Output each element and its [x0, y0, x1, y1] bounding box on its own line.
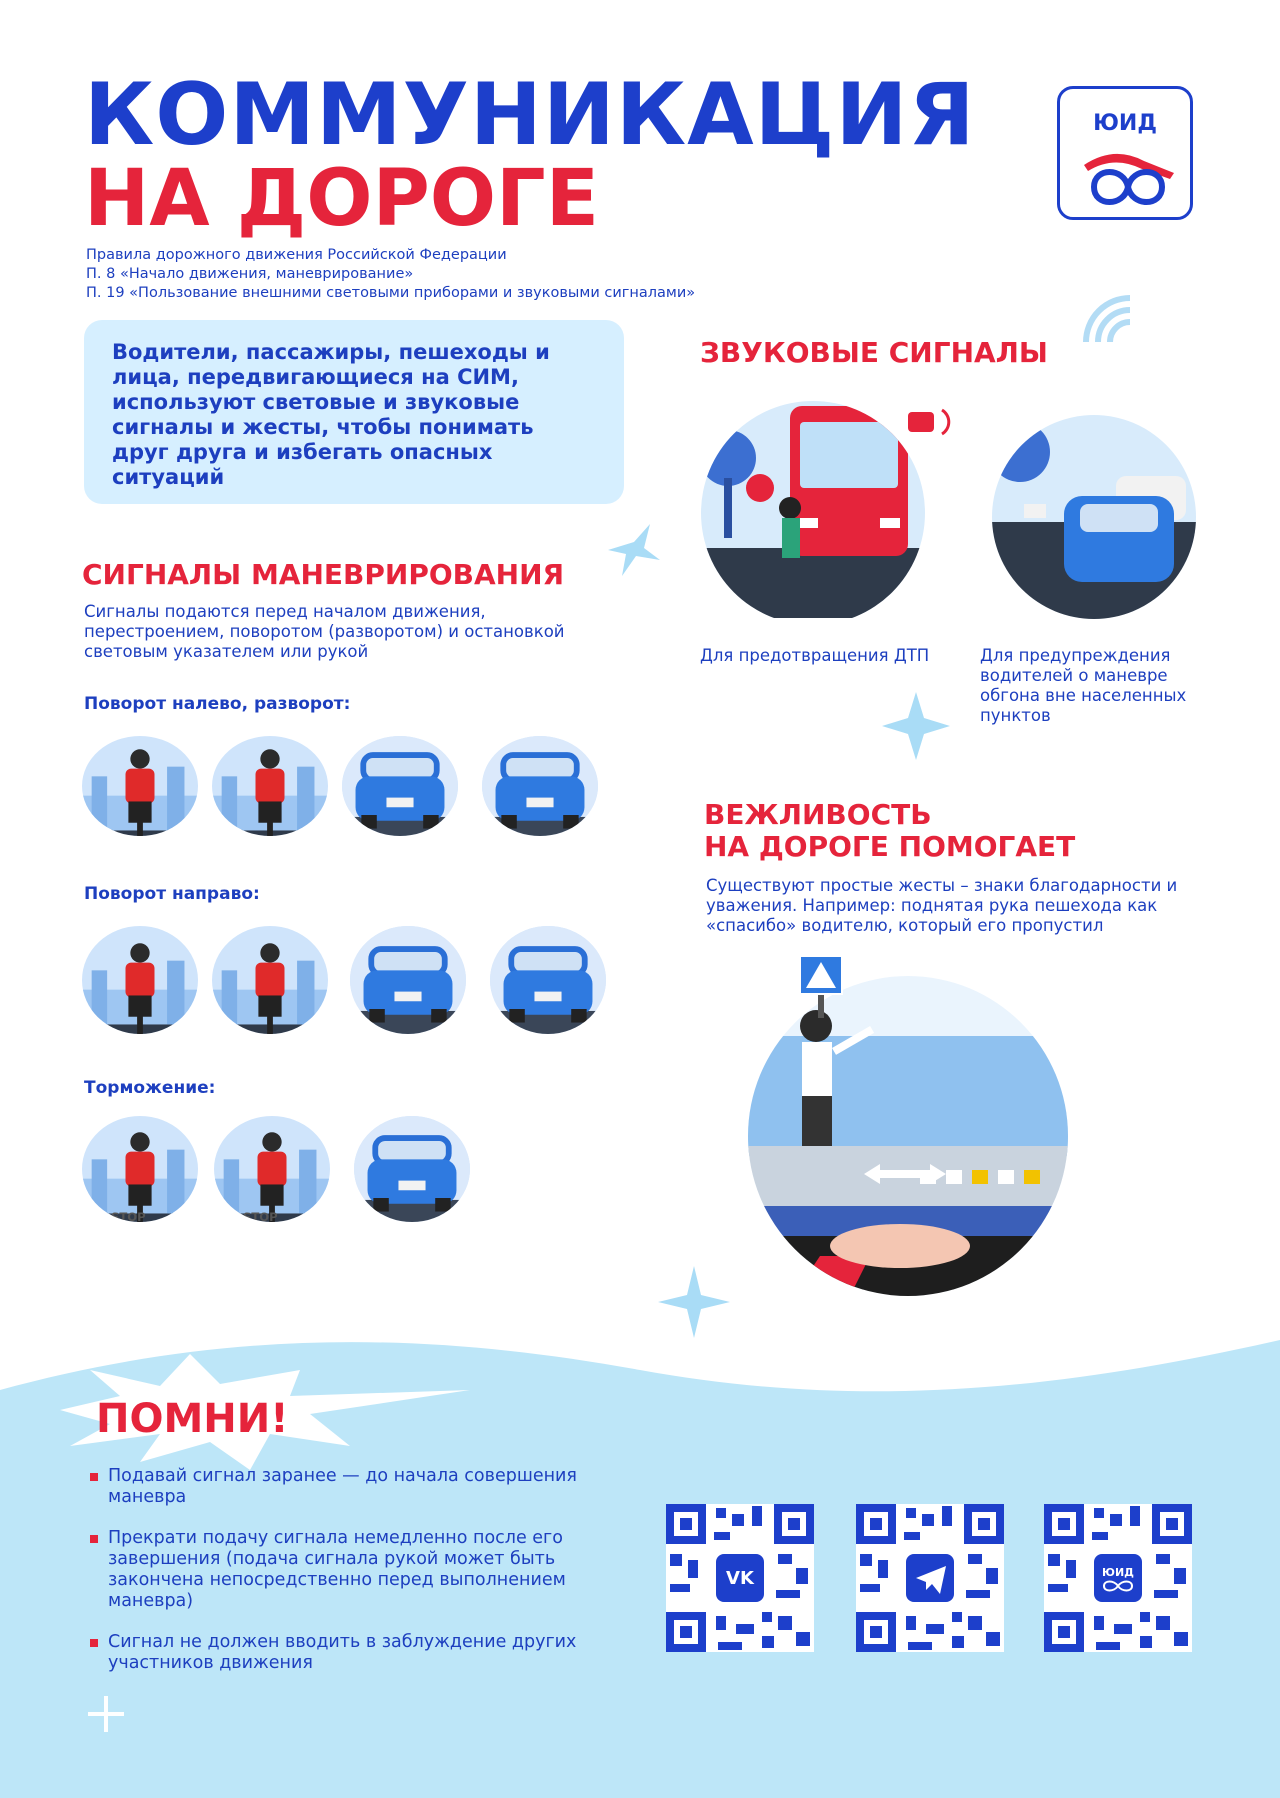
- remember-list: [90, 1466, 630, 1694]
- bullet-icon: [90, 1473, 98, 1481]
- intro-text: Водители, пассажиры, пешеходы и лица, передвигающиеся на СИМ, используют световые и звуковые сигналы и жесты, чтобы понимать друг друга и избегать опасных ситуаций: [112, 340, 550, 489]
- star-sparkle-icon: [880, 690, 952, 762]
- braking-label: Торможение:: [84, 1078, 216, 1098]
- wifi-waves-icon: [1080, 292, 1136, 348]
- politeness-title-line2: НА ДОРОГЕ ПОМОГАЕТ: [704, 830, 1076, 863]
- yuid-qr-logo-text: ЮИД: [1102, 1566, 1134, 1579]
- list-item: [90, 1466, 630, 1508]
- stop-road-text: STOP: [111, 1210, 146, 1222]
- right-turn-arm-illustration: [82, 926, 198, 1034]
- yuid-qr-code[interactable]: [1044, 1504, 1192, 1652]
- sound-caption-accident: Для предотвращения ДТП: [700, 646, 930, 665]
- crosswalk-thanks-illustration: [740, 956, 1076, 1296]
- maneuver-title: СИГНАЛЫ МАНЕВРИРОВАНИЯ: [82, 558, 565, 591]
- left-turn-car-illustration: [342, 736, 458, 836]
- intro-box: [84, 320, 624, 504]
- left-turn-arm-illustration: [82, 736, 198, 836]
- sound-signals-title: ЗВУКОВЫЕ СИГНАЛЫ: [700, 336, 1048, 369]
- list-item-text: Подавай сигнал заранее — до начала совершения маневра: [108, 1466, 577, 1507]
- right-turn-car-illustration: [350, 926, 466, 1034]
- car-horn-illustration: [976, 412, 1212, 622]
- remember-title: ПОМНИ!: [96, 1396, 289, 1442]
- braking-arm-up-illustration: [214, 1116, 330, 1222]
- plus-sparkle-icon: [86, 1694, 126, 1734]
- bird-sparkle-icon: [604, 520, 664, 580]
- telegram-qr-code[interactable]: [856, 1504, 1004, 1652]
- vk-icon: VK: [726, 1568, 754, 1589]
- infinity-logo-icon: [1074, 143, 1182, 207]
- vk-qr-code[interactable]: [666, 1504, 814, 1652]
- rules-line: П. 19 «Пользование внешними световыми приборами и звуковыми сигналами»: [86, 285, 696, 301]
- stop-road-text: STOP: [243, 1210, 278, 1222]
- yuid-logo: [1057, 86, 1193, 220]
- bus-horn-illustration: [698, 398, 968, 618]
- right-turn-label: Поворот направо:: [84, 884, 260, 904]
- braking-arm-illustration: [82, 1116, 198, 1222]
- rules-references: [86, 246, 695, 303]
- right-turn-car-arm-illustration: [490, 926, 606, 1034]
- list-item: [90, 1632, 630, 1674]
- rules-line: Правила дорожного движения Российской Федерации: [86, 247, 507, 263]
- politeness-title-line1: ВЕЖЛИВОСТЬ: [704, 798, 932, 831]
- politeness-description: Существуют простые жесты – знаки благодарности и уважения. Например: поднятая рука пешехода как «спасибо» водителю, который его пропустил: [706, 876, 1178, 935]
- rules-line: П. 8 «Начало движения, маневрирование»: [86, 266, 414, 282]
- left-turn-bent-arm-illustration: [212, 736, 328, 836]
- right-turn-bent-arm-illustration: [212, 926, 328, 1034]
- braking-car-illustration: [354, 1116, 470, 1222]
- poster-title-line1: КОММУНИКАЦИЯ: [84, 65, 976, 165]
- list-item-text: Сигнал не должен вводить в заблуждение других участников движения: [108, 1632, 577, 1673]
- bullet-icon: [90, 1639, 98, 1647]
- maneuver-description: Сигналы подаются перед началом движения, перестроением, поворотом (разворотом) и остановкой световым указателем или рукой: [84, 602, 565, 661]
- left-turn-car-arm-illustration: [482, 736, 598, 836]
- list-item-text: Прекрати подачу сигнала немедленно после его завершения (подача сигнала рукой может быть закончена непосредственно перед выполнением маневра): [108, 1528, 566, 1611]
- left-turn-label: Поворот налево, разворот:: [84, 694, 351, 714]
- poster-title-line2: НА ДОРОГЕ: [84, 154, 600, 244]
- sound-caption-overtake: Для предупреждения водителей о маневре обгона вне населенных пунктов: [980, 646, 1187, 725]
- bullet-icon: [90, 1535, 98, 1543]
- star-sparkle-icon: [656, 1264, 732, 1340]
- list-item: [90, 1528, 630, 1612]
- logo-text: ЮИД: [1093, 111, 1157, 136]
